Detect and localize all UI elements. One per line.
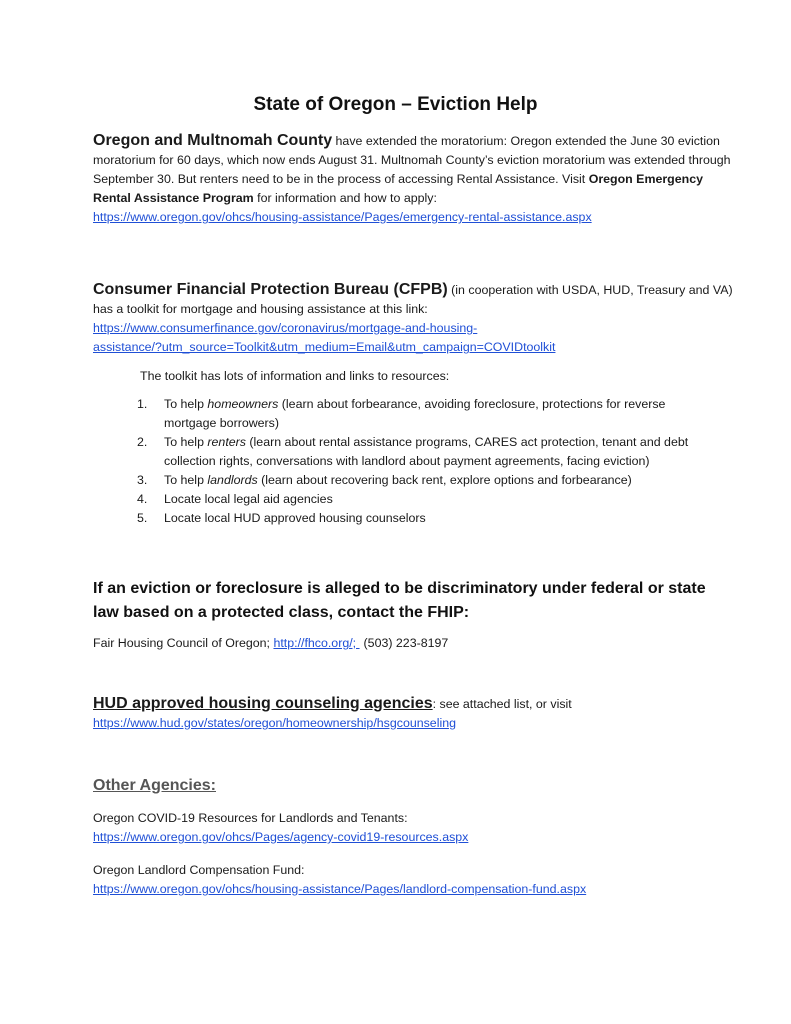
oregon-multnomah-heading: Oregon and Multnomah County xyxy=(93,132,333,149)
covid-resources-label: Oregon COVID-19 Resources for Landlords and Tenants: xyxy=(93,811,408,825)
covid-resources-link[interactable]: https://www.oregon.gov/ohcs/Pages/agency-covid19-resources.aspx xyxy=(93,830,469,844)
hud-heading: HUD approved housing counseling agencies xyxy=(93,695,433,712)
cfpb-heading: Consumer Financial Protection Bureau (CFPB) xyxy=(93,281,448,298)
cfpb-toolkit-link[interactable] xyxy=(93,319,733,357)
cfpb-link-line-2: assistance/?utm_source=Toolkit&utm_medium=Email&utm_campaign=COVIDtoolkit xyxy=(93,340,556,354)
landlord-fund-item xyxy=(93,861,733,899)
cfpb-aside: (in cooperation with USDA, HUD, Treasury and VA) xyxy=(447,283,733,297)
fhip-org: Fair Housing Council of Oregon; xyxy=(93,636,274,650)
list-item: 4. Locate local legal aid agencies xyxy=(137,492,333,506)
fhip-heading: If an eviction or foreclosure is alleged to be discriminatory under federal or state law based on a protected class, contact the FHIP: xyxy=(93,580,706,621)
moratorium-text: have extended the moratorium: Oregon extended the June 30 eviction moratorium for 60 days, which now ends August 31. Multnomah County’s eviction moratorium was extended through September 30. But renters need to be in the process of accessing Rental Assistance. Visit xyxy=(93,134,731,186)
rental-program-name: Oregon Emergency Rental Assistance Program xyxy=(93,172,703,205)
other-agencies-heading: Other Agencies: xyxy=(93,777,216,794)
cfpb-paragraph xyxy=(93,280,733,357)
list-item: 1. To help homeowners (learn about forbearance, avoiding foreclosure, protections for reverse mortgage borrowers) xyxy=(137,397,666,430)
page-title: State of Oregon – Eviction Help xyxy=(253,94,538,115)
list-item: 3. To help landlords (learn about recovering back rent, explore options and forbearance) xyxy=(137,473,632,487)
fhco-link[interactable]: http://fhco.org/; xyxy=(273,636,360,650)
fhip-contact xyxy=(93,636,448,650)
oregon-rental-assistance-link[interactable]: https://www.oregon.gov/ohcs/housing-assistance/Pages/emergency-rental-assistance.aspx xyxy=(93,210,592,224)
toolkit-list xyxy=(137,395,717,528)
covid-resources-item xyxy=(93,809,733,847)
apply-text: for information and how to apply: xyxy=(253,191,437,205)
hud-text: : see attached list, or visit xyxy=(432,697,572,711)
fhip-phone: (503) 223-8197 xyxy=(363,636,449,650)
landlord-fund-label: Oregon Landlord Compensation Fund: xyxy=(93,863,305,877)
cfpb-text: has a toolkit for mortgage and housing assistance at this link: xyxy=(93,302,428,316)
oregon-moratorium-paragraph xyxy=(93,131,733,227)
list-item: 5. Locate local HUD approved housing counselors xyxy=(137,511,426,525)
cfpb-link-line-1: https://www.consumerfinance.gov/coronavirus/mortgage-and-housing- xyxy=(93,321,478,335)
list-item: 2. To help renters (learn about rental assistance programs, CARES act protection, tenant and debt collection rights, conversations with landlord about payment agreements, facing eviction) xyxy=(137,435,689,468)
toolkit-intro: The toolkit has lots of information and links to resources: xyxy=(140,369,450,383)
hud-paragraph xyxy=(93,694,733,733)
landlord-fund-link[interactable]: https://www.oregon.gov/ohcs/housing-assistance/Pages/landlord-compensation-fund.aspx xyxy=(93,882,587,896)
hud-counseling-link[interactable]: https://www.hud.gov/states/oregon/homeownership/hsgcounseling xyxy=(93,716,456,730)
